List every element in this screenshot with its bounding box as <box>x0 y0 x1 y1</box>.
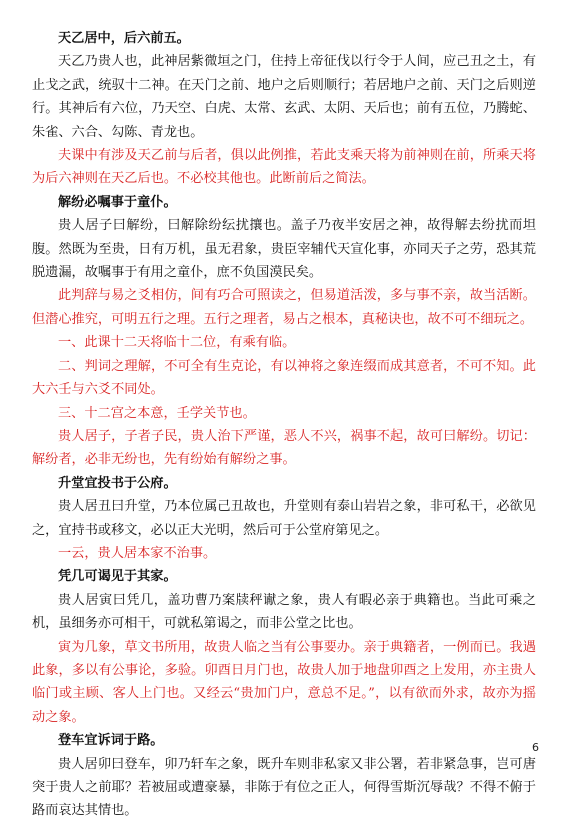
commentary-paragraph: 贵人居子，子者子民，贵人治下严谨，恶人不兴，祸事不起，故可曰解纷。切记：解纷者，必非无纷也，先有纷始有解纷之事。 <box>32 428 536 468</box>
document-body <box>32 27 536 823</box>
body-paragraph: 贵人居卯曰登车，卯乃轩车之象，既升车则非私家又非公署，若非紧急事，岂可唐突于贵人之前耶？若被屈或遭豪暴，非陈于有位之正人，何得雪斯沉辱哉？不得不俯于路而哀达其情也。 <box>32 756 536 819</box>
commentary-paragraph: 此判辞与易之爻相仿，间有巧合可照读之，但易道活泼，多与事不亲，故当活断。但潜心推究，可明五行之理。五行之理者，易占之根本，真秘诀也，故不可不细玩之。 <box>32 288 536 327</box>
section-heading: 升堂宜投书于公府。 <box>58 475 177 491</box>
commentary-paragraph: 夫课中有涉及天乙前与后者，俱以此例推，若此支乘天将为前神则在前，所乘天将为后六神则在天乙后也。不必校其他也。此断前后之简法。 <box>32 148 536 187</box>
commentary-paragraph: 一、此课十二天将临十二位，有乘有临。 <box>58 335 296 351</box>
section-heading: 凭几可谒见于其家。 <box>58 569 177 585</box>
commentary-paragraph: 二、判词之理解，不可全有生克论，有以神将之象连缀而成其意者，不可不知。此大六壬与六爻不同处。 <box>32 358 536 398</box>
section-heading: 天乙居中，后六前五。 <box>58 31 190 46</box>
section-heading: 登车宜诉词于路。 <box>58 733 164 749</box>
body-paragraph: 贵人居子曰解纷，曰解除纷纭扰攘也。盖子乃夜半安居之神，故得解去纷扰而坦腹。然既为至贵，日有万机，虽无君象，贵臣宰辅代天宣化事，亦同天子之劳，恐其荒脱遗漏，故嘱事于有用之童仆，庶不负国漠民矣。 <box>32 218 536 281</box>
body-paragraph: 贵人居寅曰凭几，盖功曹乃案牍秤谳之象，贵人有暇必亲于典籍也。当此可乘之机，虽细务亦可相干，可就私第谒之，而非公堂之比也。 <box>32 592 536 632</box>
body-paragraph: 天乙乃贵人也，此神居紫微垣之门，住持上帝征伐以行令于人间，应己丑之土，有止戈之武，统驭十二神。在天门之前、地户之后则顺行；若居地户之前、天门之后则逆行。其神后有六位，乃天空、白虎、太常、玄武、太阴、天后也；前有五位，乃腾蛇、朱雀、六合、勾陈、青龙也。 <box>32 54 536 140</box>
section-heading: 解纷必嘱事于童仆。 <box>58 194 177 210</box>
body-paragraph: 贵人居丑曰升堂，乃本位属己丑故也，升堂则有泰山岩岩之象，非可私干，必欲见之，宜持书或移文，必以正大光明，然后可于公堂府第见之。 <box>32 499 536 538</box>
page-number: 6 <box>532 741 539 754</box>
commentary-paragraph: 三、十二宫之本意，壬学关节也。 <box>58 405 256 421</box>
commentary-paragraph: 一云，贵人居本家不治事。 <box>58 545 217 561</box>
commentary-paragraph: 寅为几象，草文书所用，故贵人临之当有公事要办。亲于典籍者，一例而已。我遇此象，多以有公事论，多验。卯酉日月门也，故贵人加于地盘卯酉之上发用，亦主贵人临门或主顾、客人上门也。又经云“贵加门户，意总不足。”，以有欲而外求，故亦为摇动之象。 <box>32 639 536 725</box>
